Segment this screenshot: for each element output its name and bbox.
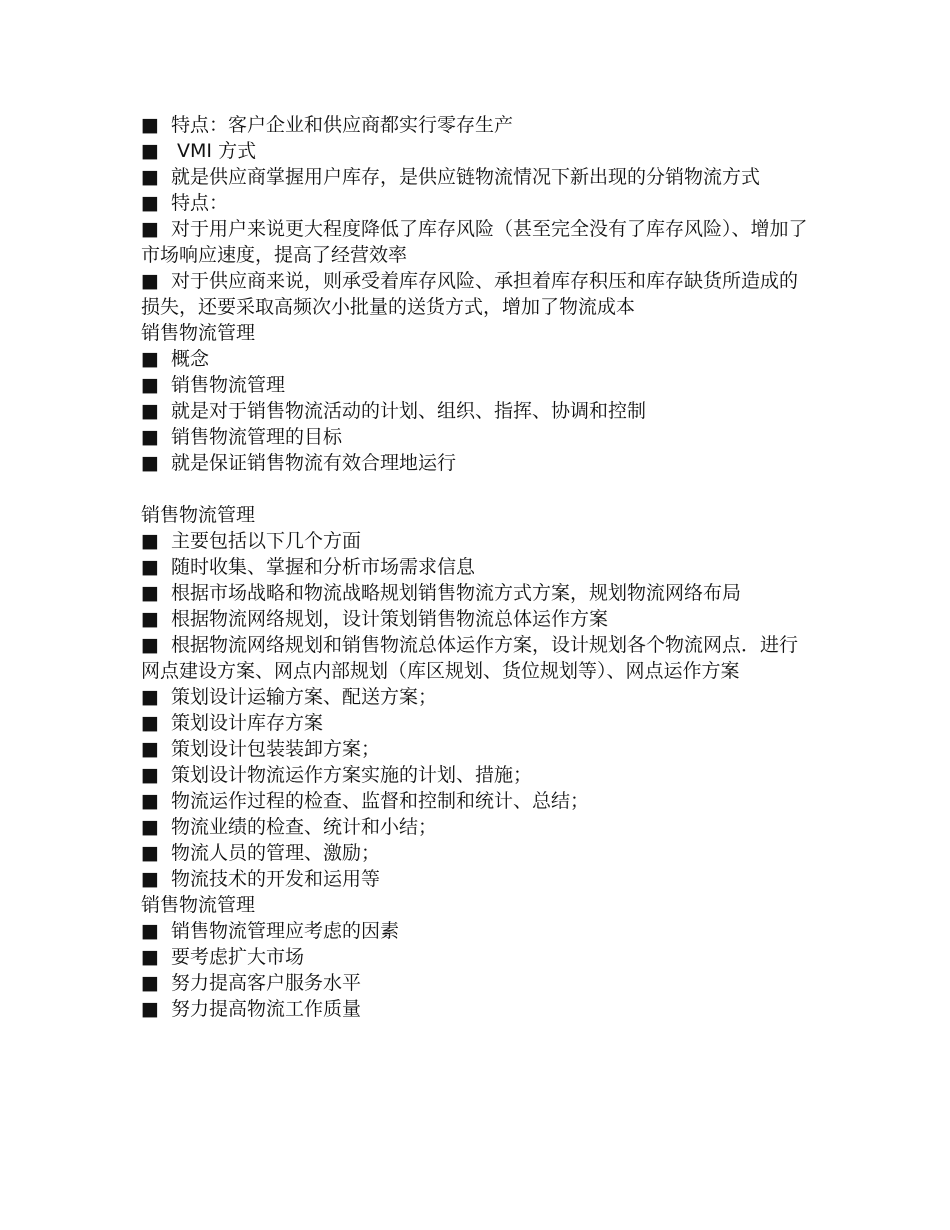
square-bullet-icon: ■ <box>141 608 159 630</box>
square-bullet-icon: ■ <box>141 114 159 136</box>
bullet-item <box>141 424 811 450</box>
line-text: 根据物流网络规划和销售物流总体运作方案，设计规划各个物流网点．进行网点建设方案、网点内部规划（库区规划、货位规划等）、网点运作方案 <box>141 634 799 682</box>
line-text: 努力提高物流工作质量 <box>171 998 362 1020</box>
line-text: 物流技术的开发和运用等 <box>171 868 381 890</box>
bullet-item <box>141 528 811 554</box>
line-text: 销售物流管理 <box>141 322 256 344</box>
line-text: 就是供应商掌握用户库存，是供应链物流情况下新出现的分销物流方式 <box>171 166 761 188</box>
square-bullet-icon: ■ <box>141 920 159 942</box>
line-text: 销售物流管理应考虑的因素 <box>171 920 400 942</box>
bullet-item <box>141 112 811 138</box>
bullet-item <box>141 372 811 398</box>
line-text: 策划设计物流运作方案实施的计划、措施； <box>171 764 533 786</box>
square-bullet-icon: ■ <box>141 270 159 292</box>
square-bullet-icon: ■ <box>141 738 159 760</box>
bullet-item <box>141 684 811 710</box>
square-bullet-icon: ■ <box>141 790 159 812</box>
square-bullet-icon: ■ <box>141 374 159 396</box>
line-text: 特点： <box>171 192 229 214</box>
square-bullet-icon: ■ <box>141 140 159 162</box>
square-bullet-icon: ■ <box>141 998 159 1020</box>
line-text: 主要包括以下几个方面 <box>171 530 362 552</box>
square-bullet-icon: ■ <box>141 972 159 994</box>
line-text: VMI 方式 <box>171 140 257 162</box>
line-text: 就是对于销售物流活动的计划、组织、指挥、协调和控制 <box>171 400 647 422</box>
square-bullet-icon: ■ <box>141 634 159 656</box>
line-text: 策划设计包装装卸方案； <box>171 738 381 760</box>
line-text: 努力提高客户服务水平 <box>171 972 362 994</box>
square-bullet-icon: ■ <box>141 556 159 578</box>
line-text: 策划设计库存方案 <box>171 712 324 734</box>
square-bullet-icon: ■ <box>141 218 159 240</box>
line-text: 根据市场战略和物流战略规划销售物流方式方案，规划物流网络布局 <box>171 582 742 604</box>
line-text: 物流业绩的检查、统计和小结； <box>171 816 438 838</box>
bullet-item <box>141 918 811 944</box>
bullet-item <box>141 580 811 606</box>
section-heading <box>141 502 811 528</box>
bullet-item <box>141 788 811 814</box>
bullet-item <box>141 164 811 190</box>
square-bullet-icon: ■ <box>141 686 159 708</box>
line-text: 销售物流管理 <box>141 504 256 526</box>
line-text: 物流人员的管理、激励； <box>171 842 381 864</box>
bullet-item <box>141 632 811 684</box>
bullet-item <box>141 138 811 164</box>
bullet-item <box>141 216 811 268</box>
bullet-item <box>141 996 811 1022</box>
line-text: 概念 <box>171 348 210 370</box>
bullet-item <box>141 710 811 736</box>
bullet-item <box>141 190 811 216</box>
square-bullet-icon: ■ <box>141 192 159 214</box>
bullet-item <box>141 866 811 892</box>
bullet-item <box>141 450 811 476</box>
line-text: 根据物流网络规划，设计策划销售物流总体运作方案 <box>171 608 609 630</box>
square-bullet-icon: ■ <box>141 816 159 838</box>
square-bullet-icon: ■ <box>141 348 159 370</box>
bullet-item <box>141 554 811 580</box>
line-text: 对于用户来说更大程度降低了库存风险（甚至完全没有了库存风险）、增加了市场响应速度，提高了经营效率 <box>141 218 808 266</box>
square-bullet-icon: ■ <box>141 426 159 448</box>
line-text: 要考虑扩大市场 <box>171 946 305 968</box>
line-text: 销售物流管理的目标 <box>171 426 343 448</box>
bullet-item <box>141 840 811 866</box>
line-text: 特点：客户企业和供应商都实行零存生产 <box>171 114 514 136</box>
bullet-item <box>141 944 811 970</box>
square-bullet-icon: ■ <box>141 868 159 890</box>
section-heading <box>141 320 811 346</box>
square-bullet-icon: ■ <box>141 946 159 968</box>
bullet-item <box>141 268 811 320</box>
line-text: 物流运作过程的检查、监督和控制和统计、总结； <box>171 790 590 812</box>
square-bullet-icon: ■ <box>141 166 159 188</box>
bullet-item <box>141 606 811 632</box>
bullet-item <box>141 762 811 788</box>
section-heading <box>141 892 811 918</box>
line-text: 对于供应商来说，则承受着库存风险、承担着库存积压和库存缺货所造成的损失，还要采取高频次小批量的送货方式，增加了物流成本 <box>141 270 799 318</box>
square-bullet-icon: ■ <box>141 530 159 552</box>
square-bullet-icon: ■ <box>141 842 159 864</box>
square-bullet-icon: ■ <box>141 712 159 734</box>
square-bullet-icon: ■ <box>141 764 159 786</box>
bullet-item <box>141 814 811 840</box>
bullet-item <box>141 970 811 996</box>
square-bullet-icon: ■ <box>141 400 159 422</box>
line-text: 销售物流管理 <box>141 894 256 916</box>
square-bullet-icon: ■ <box>141 582 159 604</box>
square-bullet-icon: ■ <box>141 452 159 474</box>
bullet-item <box>141 398 811 424</box>
blank-line <box>141 476 811 502</box>
line-text: 策划设计运输方案、配送方案； <box>171 686 438 708</box>
line-text: 随时收集、掌握和分析市场需求信息 <box>171 556 476 578</box>
document-body <box>141 112 811 1022</box>
bullet-item <box>141 346 811 372</box>
line-text: 销售物流管理 <box>171 374 286 396</box>
bullet-item <box>141 736 811 762</box>
line-text: 就是保证销售物流有效合理地运行 <box>171 452 457 474</box>
